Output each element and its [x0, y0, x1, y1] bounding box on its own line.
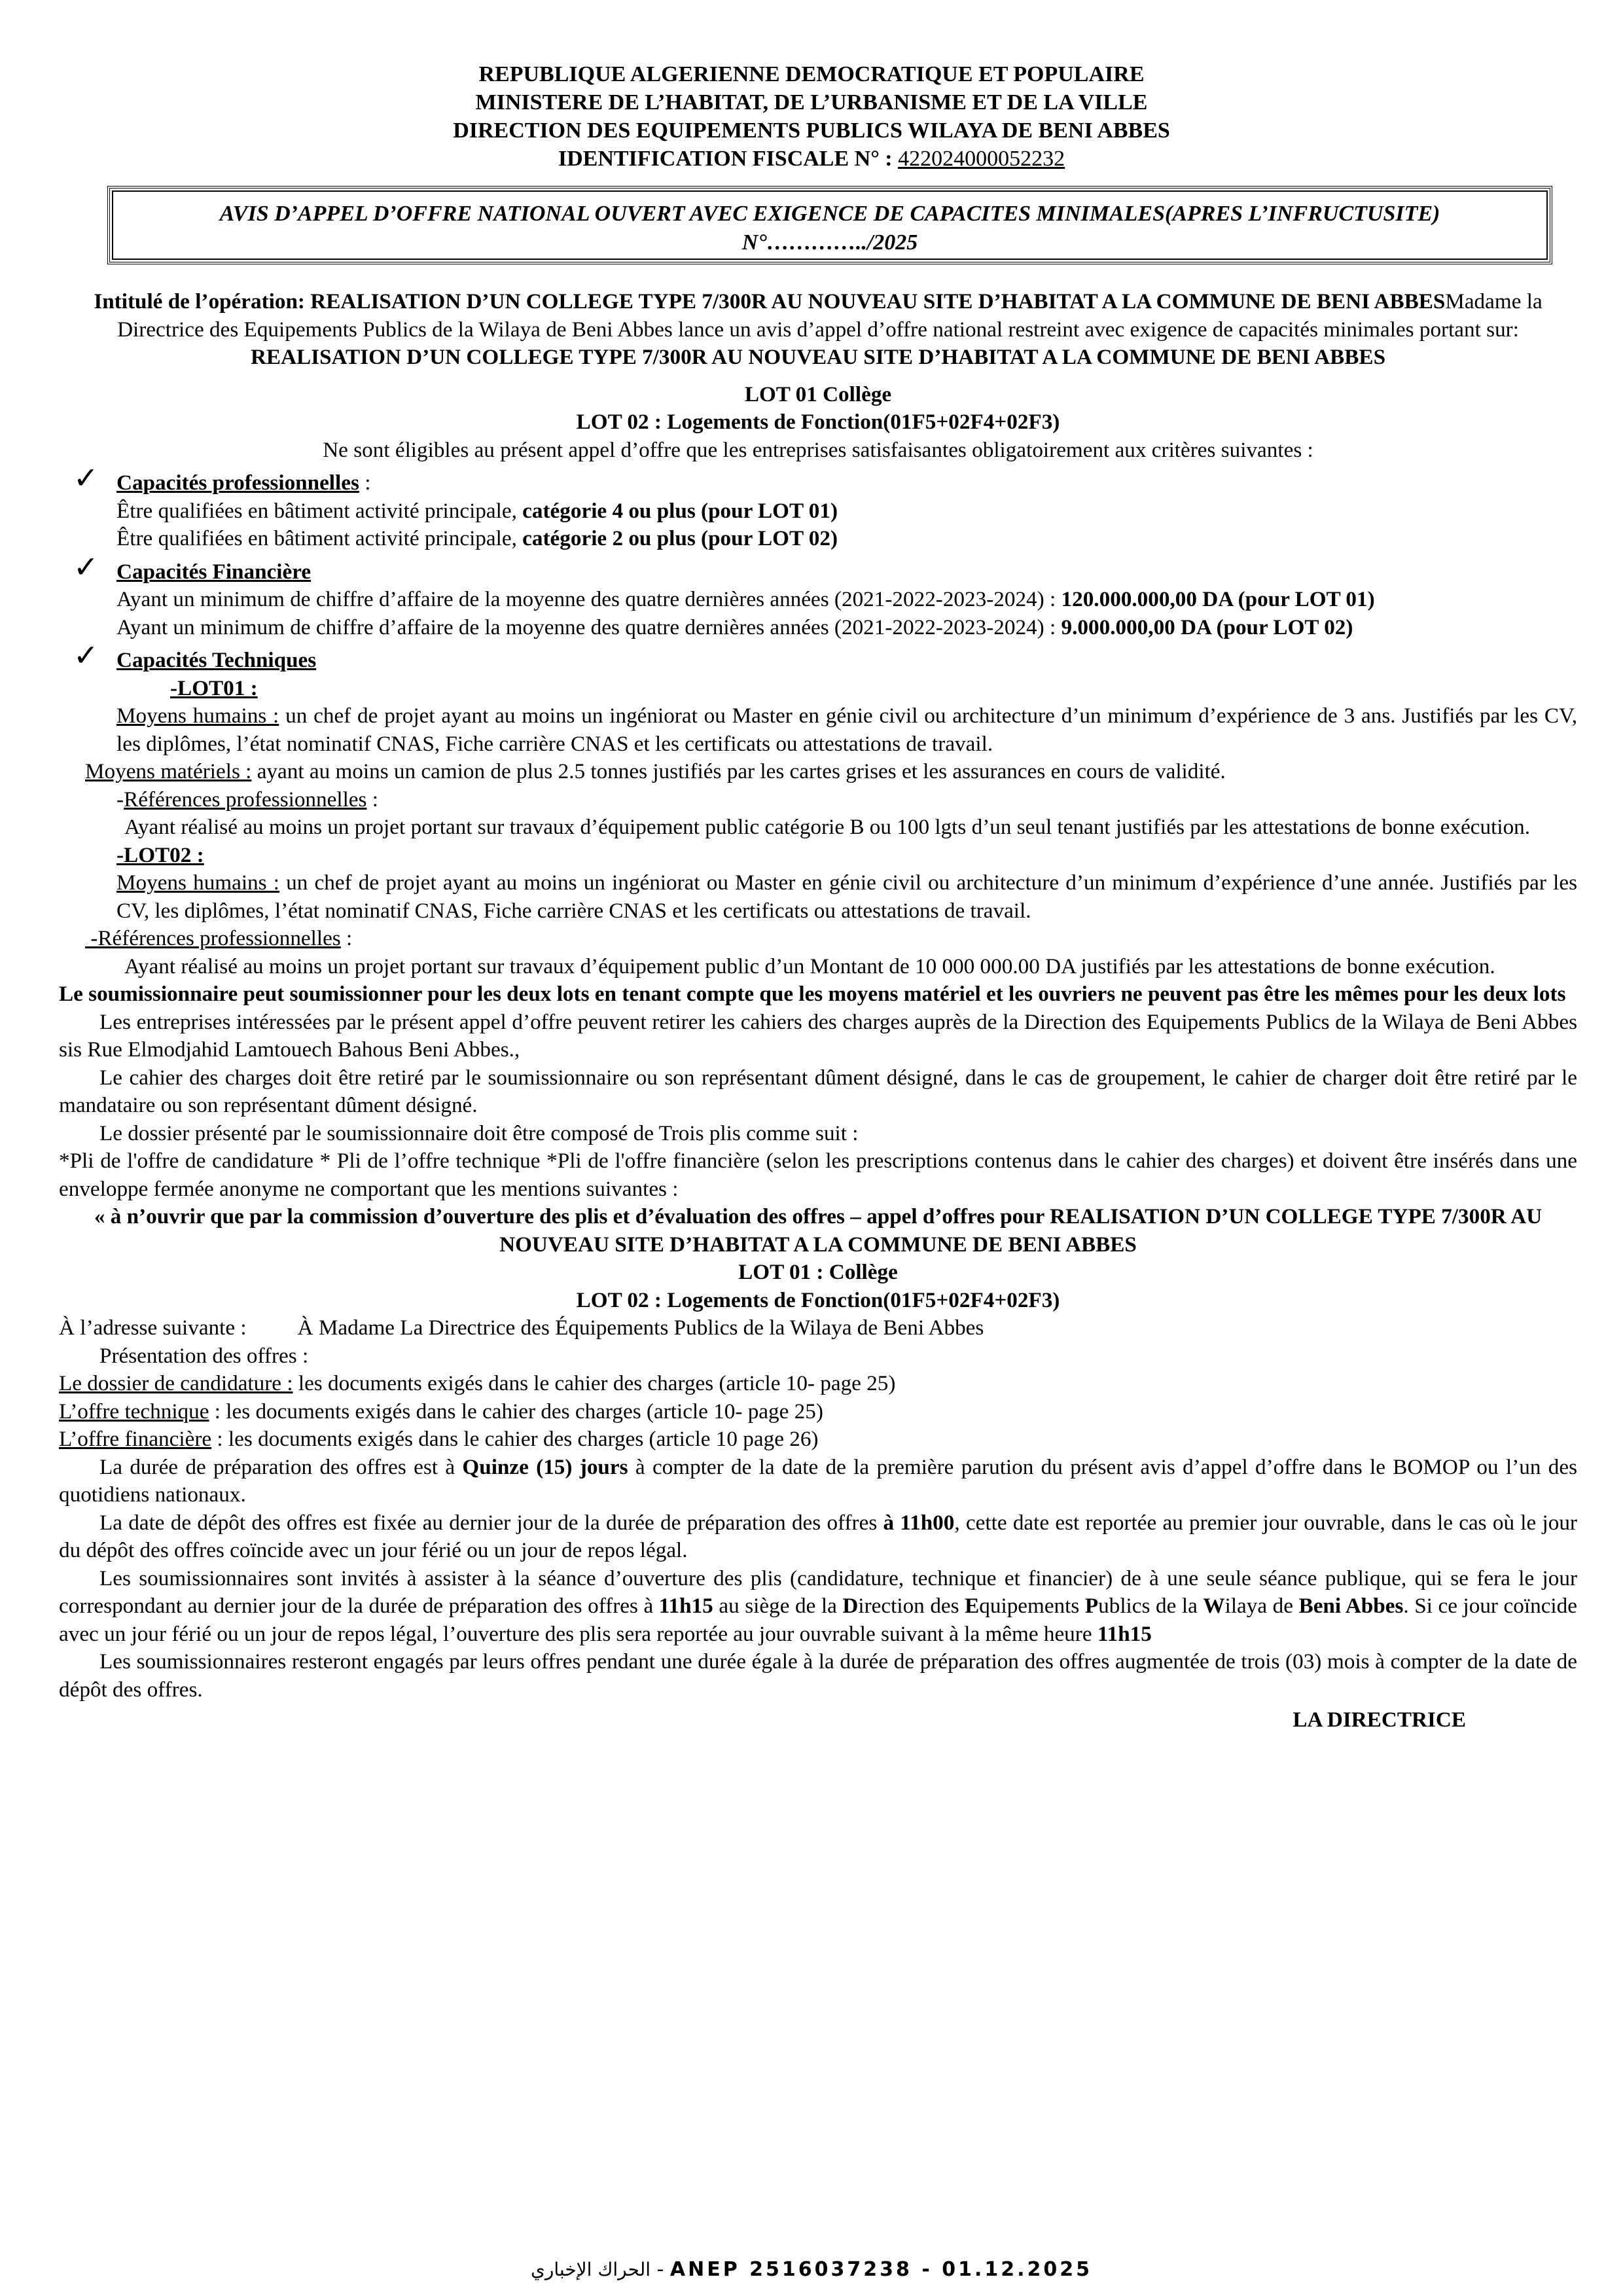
operation-name: REALISATION D’UN COLLEGE TYPE 7/300R AU NOUVEAU SITE D’HABITAT A LA COMMUNE DE BENI ABBES — [310, 289, 1446, 314]
criteria-technical — [59, 637, 1577, 675]
opening-session — [59, 1565, 1577, 1649]
operation-intro — [59, 288, 1577, 344]
envelopes-paragraph: *Pli de l'offre de candidature * Pli de l’offre technique *Pli de l'offre financière (selon les prescriptions contenus dans le cahier des charges) et doivent être insérés dans une enveloppe fermée anonyme ne comportant que les mentions suivantes : — [59, 1149, 1577, 1201]
preparation-duration — [59, 1454, 1577, 1509]
financial-line-2-amount: 9.000.000,00 DA (pour LOT 02) — [1061, 615, 1353, 639]
lot01-references-text: Ayant réalisé au moins un projet portant sur travaux d’équipement public catégorie B ou 100 lgts d’un seul tenant justifiés par les attestations de bonne exécution. — [124, 815, 1531, 839]
operation-subject: REALISATION D’UN COLLEGE TYPE 7/300R AU NOUVEAU SITE D’HABITAT A LA COMMUNE DE BENI ABBES — [250, 345, 1386, 369]
technical-offer-text: : les documents exigés dans le cahier des charges (article 10- page 25) — [209, 1399, 823, 1424]
notice-title: AVIS D’APPEL D’OFFRE NATIONAL OUVERT AVEC EXIGENCE DE CAPACITES MINIMALES(APRES L’INFRUCTUSITE) — [219, 202, 1440, 226]
lot02-references-label: -Références professionnelles : — [85, 926, 353, 950]
announcement-text: Madame la Directrice des Equipements Publics de la Wilaya de Beni Abbes lance un avis d’appel d’offre national restreint avec exigence de capacités minimales portant sur: — [117, 289, 1543, 342]
lot02-references-text: Ayant réalisé au moins un projet portant sur travaux d’équipement public d’un Montant de 10 000 000.00 DA justifiés par les attestations de bonne exécution. — [124, 954, 1495, 978]
technical-title: Capacités Techniques — [116, 648, 317, 672]
notice-number: N°…………../2025 — [741, 230, 918, 255]
notice-title-inner — [112, 190, 1548, 260]
financial-line-1-amount: 120.000.000,00 DA (pour LOT 01) — [1061, 587, 1375, 611]
professional-line-1-text: Être qualifiées en bâtiment activité principale, — [116, 498, 523, 523]
professional-colon: : — [359, 471, 371, 495]
signature: LA DIRECTRICE — [1293, 1708, 1466, 1732]
session-initial-w: W — [1203, 1594, 1225, 1618]
session-text-i: ublics de la — [1098, 1594, 1204, 1618]
lot02-human-means — [59, 869, 1577, 925]
duration-text-c: à compter de la date de la première parution du présent avis d’appel d’offre dans le BOMOP ou l’un des quotidiens nationaux. — [59, 1454, 1577, 1507]
session-text-c: au siège de la — [713, 1594, 843, 1618]
dossier-paragraph: Le dossier présenté par le soumissionnaire doit être composé de Trois plis comme suit : — [99, 1121, 859, 1145]
lot01-human-text: un chef de projet ayant au moins un ingéniorat ou Master en génie civil ou architecture d’un minimum d’expérience de 3 ans. Justifiés par les CV, les diplômes, l’état nominatif CNAS, Fiche carrière CNAS et les certificats ou attestations de travail. — [116, 704, 1578, 756]
lot01-references-title: Références professionnelles — [124, 787, 367, 812]
mention-lot2: LOT 02 : Logements de Fonction(01F5+02F4+02F3) — [576, 1287, 1060, 1312]
lot01-human-means — [59, 702, 1577, 758]
technical-offer-line — [59, 1398, 1577, 1426]
checkmark-icon: ✓ — [73, 548, 99, 584]
lot01-material-text: ayant au moins un camion de plus 2.5 tonnes justifiés par les cartes grises et les assurances en cours de validité. — [251, 759, 1226, 783]
checkmark-icon: ✓ — [73, 460, 99, 495]
financial-offer-line — [59, 1426, 1577, 1454]
session-initial-d: D — [842, 1594, 859, 1618]
session-text-k: ilaya de — [1224, 1594, 1299, 1618]
deposit-text-c: , cette date est reportée au premier jour ouvrable, dans le cas où le jour du dépôt des offres coïncide avec un jour férié ou un jour de repos légal. — [59, 1510, 1577, 1562]
address-label: À l’adresse suivante : — [59, 1316, 247, 1340]
session-place: Beni Abbes — [1298, 1594, 1404, 1618]
publication-footer — [0, 2258, 1623, 2281]
deposit-time: à 11h00 — [883, 1510, 955, 1535]
mention-lot1: LOT 01 : Collège — [738, 1260, 898, 1284]
candidature-file-text: les documents exigés dans le cahier des charges (article 10- page 25) — [293, 1371, 896, 1395]
lot01-material-label: Moyens matériels : — [85, 759, 252, 783]
session-text-m: . Si ce jour coïncide avec un jour férié ou un jour de repos légal, l’ouverture des plis sera reportée au jour ouvrable suivant à la même heure — [59, 1594, 1577, 1646]
lot2-heading: LOT 02 : Logements de Fonction(01F5+02F4+02F3) — [576, 410, 1060, 434]
header-ministry: MINISTERE DE L’HABITAT, DE L’URBANISME ET DE LA VILLE — [475, 90, 1148, 115]
professional-line-2-text: Être qualifiées en bâtiment activité principale, — [116, 526, 523, 550]
financial-offer-text: : les documents exigés dans le cahier des charges (article 10 page 26) — [211, 1427, 819, 1451]
envelope-mention: « à n’ouvrir que par la commission d’ouverture des plis et d’évaluation des offres – appel d’offres pour REALISATION D’UN COLLEGE TYPE 7/300R AU NOUVEAU SITE D’HABITAT A LA COMMUNE DE BENI ABBES — [94, 1204, 1543, 1257]
session-initial-e: E — [965, 1594, 980, 1618]
professional-line-2 — [59, 525, 1577, 553]
lot02-human-text: un chef de projet ayant au moins un ingéniorat ou Master en génie civil ou architecture d’un minimum d’expérience d’une année. Justifiés par les CV, les diplômes, l’état nominatif CNAS, Fiche carrière CNAS et les certificats ou attestations de travail. — [116, 870, 1577, 923]
offers-presentation: Présentation des offres : — [99, 1343, 309, 1368]
financial-line-1-text: Ayant un minimum de chiffre d’affaire de la moyenne des quatre dernières années (2021-2022-2023-2024) : — [116, 587, 1061, 611]
checkmark-icon: ✓ — [73, 637, 99, 673]
header-direction: DIRECTION DES EQUIPEMENTS PUBLICS WILAYA DE BENI ABBES — [453, 118, 1170, 143]
financial-title: Capacités Financière — [116, 559, 312, 584]
duration-days: Quinze (15) jours — [462, 1454, 628, 1479]
withdrawal-paragraph: Les entreprises intéressées par le présent appel d’offre peuvent retirer les cahiers des charges auprès de la Direction des Equipements Publics de la Wilaya de Beni Abbes sis Rue Elmodjahid Lamtouech Bahous Beni Abbes., — [59, 1009, 1577, 1062]
professional-title: Capacités professionnelles — [116, 471, 359, 495]
lot01-human-label: Moyens humains : — [116, 704, 279, 728]
fiscal-number: 422024000052232 — [898, 147, 1065, 171]
lot02-label: -LOT02 : — [116, 842, 204, 867]
header-republic: REPUBLIQUE ALGERIENNE DEMOCRATIQUE ET POPULAIRE — [478, 62, 1145, 86]
candidature-file-label: Le dossier de candidature : — [59, 1371, 293, 1395]
eligibility-text: Ne sont éligibles au présent appel d’offre que les entreprises satisfaisantes obligatoirement aux critères suivantes : — [323, 437, 1313, 462]
criteria-financial — [59, 548, 1577, 586]
session-time-2: 11h15 — [1097, 1621, 1152, 1646]
deposit-text-a: La date de dépôt des offres est fixée au dernier jour de la durée de préparation des offres — [99, 1510, 883, 1535]
session-text-a: Les soumissionnaires sont invités à assister à la séance d’ouverture des plis (candidature, technique et financier) de à une seule séance publique, qui se fera le jour correspondant au dernier jour de la durée de préparation des offres à — [59, 1566, 1577, 1618]
header-fiscal-id — [0, 145, 1623, 173]
deposit-date — [59, 1509, 1577, 1565]
address-value: À Madame La Directrice des Équipements Publics de la Wilaya de Beni Abbes — [297, 1316, 984, 1340]
lot1-heading: LOT 01 Collège — [744, 382, 892, 406]
session-text-g: quipements — [979, 1594, 1085, 1618]
commitment-paragraph: Les soumissionnaires resteront engagés par leurs offres pendant une durée égale à la durée de préparation des offres augmentée de trois (03) mois à compter de la date de dépôt des offres. — [59, 1649, 1577, 1702]
criteria-professional — [59, 460, 1577, 497]
lot02-references-title: Références professionnelles — [98, 926, 341, 950]
financial-offer-label: L’offre financière — [59, 1427, 212, 1451]
anep-reference: ANEP 2516037238 - 01.12.2025 — [669, 2258, 1093, 2281]
session-initial-p: P — [1084, 1594, 1099, 1618]
lot01-material-means — [59, 758, 1577, 786]
financial-line-1 — [59, 586, 1577, 614]
candidature-file-line — [59, 1370, 1577, 1398]
document-body — [59, 288, 1577, 1734]
lot02-human-label: Moyens humains : — [116, 870, 279, 895]
professional-line-1-category: catégorie 4 ou plus (pour LOT 01) — [522, 498, 838, 523]
financial-line-2-text: Ayant un minimum de chiffre d’affaire de la moyenne des quatre dernières années (2021-2022-2023-2024) : — [116, 615, 1061, 639]
two-lots-note: Le soumissionnaire peut soumissionner pour les deux lots en tenant compte que les moyens matériel et les ouvriers ne peuvent pas être les mêmes pour les deux lots — [59, 982, 1566, 1006]
session-text-e: irection des — [858, 1594, 965, 1618]
operation-label: Intitulé de l’opération: — [94, 289, 311, 314]
duration-text-a: La durée de préparation des offres est à — [99, 1454, 463, 1479]
footer-separator: - — [651, 2258, 670, 2281]
address-line — [59, 1314, 1577, 1342]
lot01-label: -LOT01 : — [170, 675, 258, 700]
professional-line-2-category: catégorie 2 ou plus (pour LOT 02) — [522, 526, 838, 550]
document-header — [0, 60, 1623, 173]
session-time: 11h15 — [658, 1594, 713, 1618]
fiscal-label: IDENTIFICATION FISCALE N° : — [558, 147, 899, 171]
newspaper-name: الحراك الإخباري — [530, 2259, 651, 2280]
notice-title-box — [107, 186, 1552, 264]
specifications-paragraph: Le cahier des charges doit être retiré par le soumissionnaire ou son représentant dûment désigné, dans le cas de groupement, le cahier de charger doit être retiré par le mandataire ou son représentant dûment désigné. — [59, 1065, 1577, 1117]
technical-offer-label: L’offre technique — [59, 1399, 209, 1424]
professional-line-1 — [59, 497, 1577, 526]
financial-line-2 — [59, 614, 1577, 642]
lot01-references-label: -Références professionnelles : — [116, 787, 378, 812]
